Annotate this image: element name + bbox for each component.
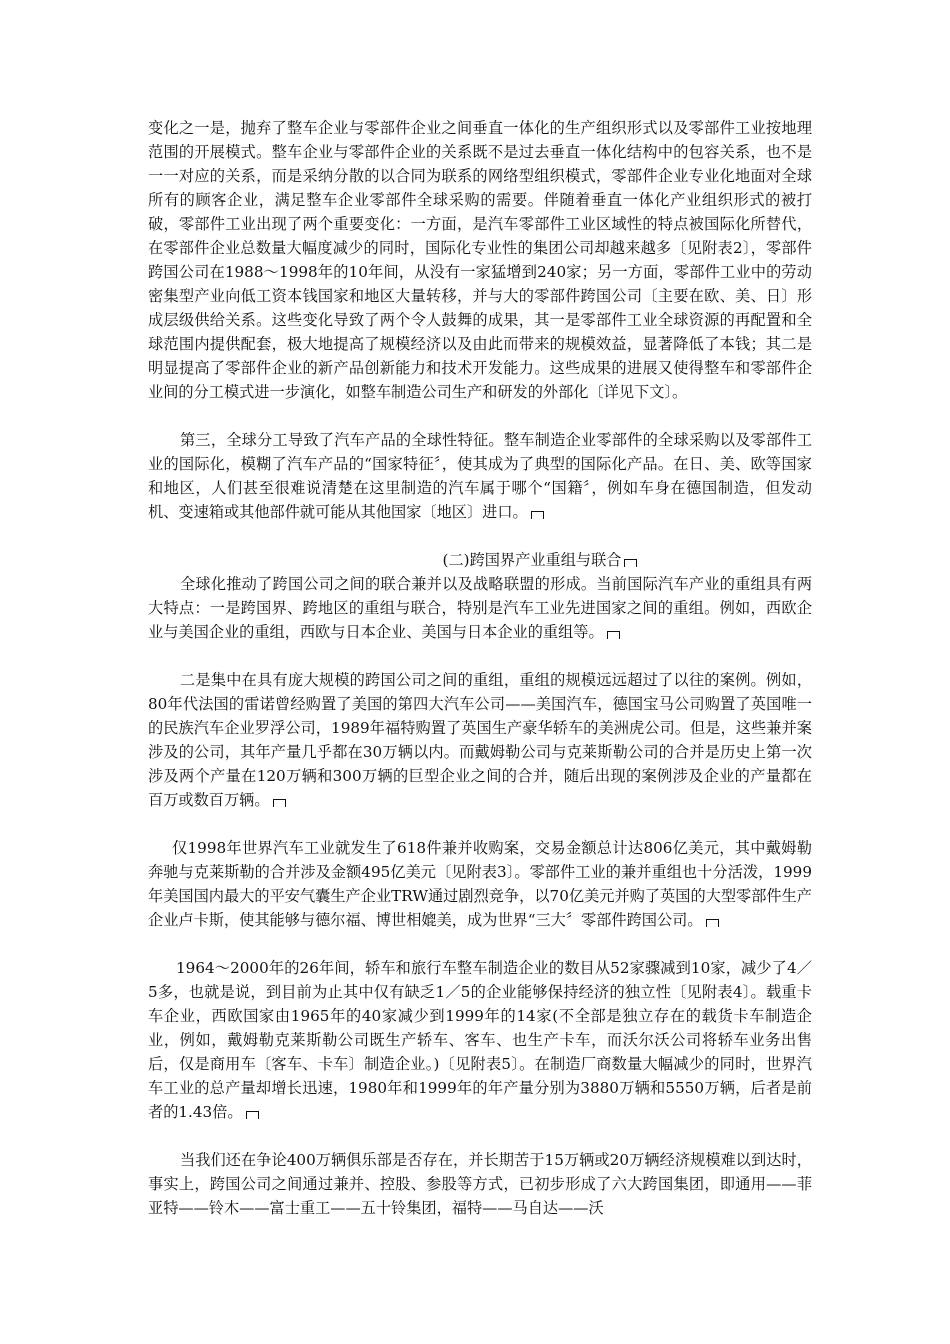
- paragraph-mark-icon: [273, 799, 286, 807]
- paragraph-gap: [148, 524, 812, 548]
- section-heading-text: (二)跨国界产业重组与联合: [442, 551, 622, 569]
- paragraph-mark-icon: [624, 559, 637, 567]
- paragraph-gap: [148, 932, 812, 956]
- paragraph-gap: [148, 812, 812, 836]
- paragraph-2-text: 第三，全球分工导致了汽车产品的全球性特征。整车制造企业零部件的全球采购以及零部件工业的国际化，模糊了汽车产品的“国家特征〞，使其成为了典型的国际化产品。在日、美、欧等国家和地区，人们甚至很难说清楚在这里制造的汽车属于哪个“国籍〞，例如车身在德国制造，但发动机、变速箱或其他部件就可能从其他国家〔地区〕进口。: [148, 431, 812, 521]
- paragraph-4: [148, 668, 812, 812]
- paragraph-2: [148, 428, 812, 524]
- document-body: [148, 116, 812, 1220]
- paragraph-5: [148, 836, 812, 932]
- paragraph-5-text: 仅1998年世界汽车工业就发生了618件兼并收购案，交易金额总计达806亿美元，其中戴姆勒奔驰与克莱斯勒的合并涉及金额495亿美元〔见附表3〕。零部件工业的兼并重组也十分活泼，1999年美国国内最大的平安气囊生产企业TRW通过剧烈竞争，以70亿美元并购了英国的大型零部件生产企业卢卡斯，使其能够与德尔福、博世相媲美，成为世界“三大〞零部件跨国公司。: [148, 839, 812, 929]
- paragraph-mark-icon: [531, 511, 544, 519]
- paragraph-mark-icon: [607, 631, 620, 639]
- section-heading: [148, 548, 812, 572]
- paragraph-1: 变化之一是，抛弃了整车企业与零部件企业之间垂直一体化的生产组织形式以及零部件工业按地理范围的开展模式。整车企业与零部件企业的关系既不是过去垂直一体化结构中的包容关系，也不是一一对应的关系，而是采纳分散的以合同为联系的网络型组织模式，零部件企业专业化地面对全球所有的顾客企业，满足整车企业零部件全球采购的需要。伴随着垂直一体化产业组织形式的被打破，零部件工业出现了两个重要变化：一方面，是汽车零部件工业区域性的特点被国际化所替代，在零部件企业总数量大幅度减少的同时，国际化专业性的集团公司却越来越多〔见附表2〕，零部件跨国公司在1988～1998年的10年间，从没有一家猛增到240家；另一方面，零部件工业中的劳动密集型产业向低工资本钱国家和地区大量转移，并与大的零部件跨国公司〔主要在欧、美、日〕形成层级供给关系。这些变化导致了两个令人鼓舞的成果，其一是零部件工业全球资源的再配置和全球范围内提供配套，极大地提高了规模经济以及由此而带来的规模效益，显著降低了本钱；其二是明显提高了零部件企业的新产品创新能力和技术开发能力。这些成果的进展又使得整车和零部件企业间的分工模式进一步演化，如整车制造公司生产和研发的外部化〔详见下文〕。: [148, 119, 812, 401]
- paragraph-mark-icon: [706, 919, 719, 927]
- paragraph-gap: [148, 1124, 812, 1148]
- paragraph-7: 当我们还在争论400万辆俱乐部是否存在，并长期苦于15万辆或20万辆经济规模难以到达时，事实上，跨国公司之间通过兼并、控股、参股等方式，已初步形成了六大跨国集团，即通用——菲亚特——铃木——富士重工——五十铃集团，福特——马自达——沃: [148, 1151, 812, 1217]
- paragraph-6: [148, 956, 812, 1124]
- paragraph-3-text: 全球化推动了跨国公司之间的联合兼并以及战略联盟的形成。当前国际汽车产业的重组具有两大特点：一是跨国界、跨地区的重组与联合，特别是汽车工业先进国家之间的重组。例如，西欧企业与美国企业的重组，西欧与日本企业、美国与日本企业的重组等。: [148, 575, 812, 641]
- paragraph-gap: [148, 404, 812, 428]
- paragraph-4-text: 二是集中在具有庞大规模的跨国公司之间的重组，重组的规模远远超过了以往的案例。例如，80年代法国的雷诺曾经购置了美国的第四大汽车公司——美国汽车，德国宝马公司购置了英国唯一的民族汽车企业罗浮公司，1989年福特购置了英国生产豪华轿车的美洲虎公司。但是，这些兼并案涉及的公司，其年产量几乎都在30万辆以内。而戴姆勒公司与克莱斯勒公司的合并是历史上第一次涉及两个产量在120万辆和300万辆的巨型企业之间的合并，随后出现的案例涉及企业的产量都在百万或数百万辆。: [148, 671, 812, 809]
- paragraph-mark-icon: [246, 1111, 259, 1119]
- paragraph-3: [148, 572, 812, 644]
- paragraph-6-text: 1964～2000年的26年间，轿车和旅行车整车制造企业的数目从52家骤减到10家，减少了4／5多，也就是说，到目前为止其中仅有缺乏1／5的企业能够保持经济的独立性〔见附表4〕。载重卡车企业，西欧国家由1965年的40家减少到1999年的14家(不全部是独立存在的载货卡车制造企业，例如，戴姆勒克莱斯勒公司既生产轿车、客车、也生产卡车，而沃尔沃公司将轿车业务出售后，仅是商用车〔客车、卡车〕制造企业。)〔见附表5〕。在制造厂商数量大幅减少的同时，世界汽车工业的总产量却增长迅速，1980年和1999年的年产量分别为3880万辆和5550万辆，后者是前者的1.43倍。: [148, 959, 812, 1121]
- paragraph-gap: [148, 644, 812, 668]
